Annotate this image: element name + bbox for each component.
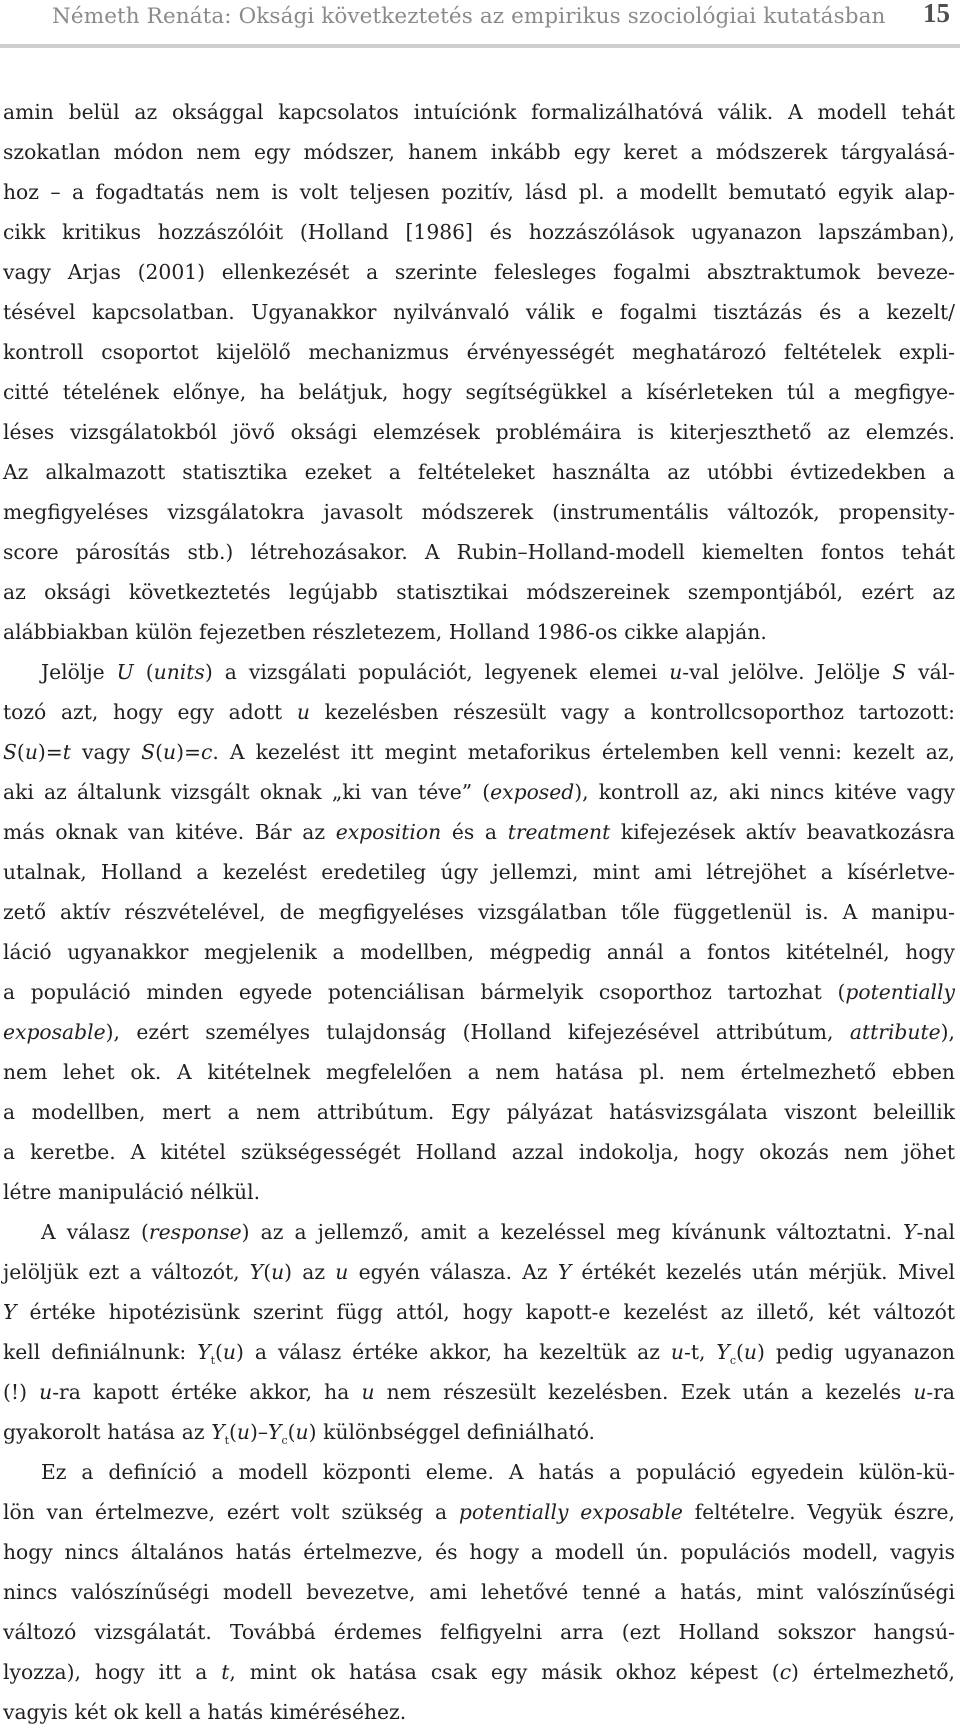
text-line: létre manipuláció nélkül. — [3, 1180, 261, 1204]
text-line: nincs valószínűségi modell bevezetve, ami lehetővé tenné a hatás, mint valószínűségi — [3, 1580, 955, 1604]
text-line: amin belül az oksággal kapcsolatos intuíciónk formalizálhatóvá válik. A modell tehát — [3, 100, 955, 124]
text-line: citté tételének előnye, ha belátjuk, hogy segítségükkel a kísérleteken túl a megfigye- — [3, 380, 955, 404]
text-line: a populáció minden egyede potenciálisan bármelyik csoporthoz tartozhat (potentially — [3, 980, 955, 1004]
text-line: szokatlan módon nem egy módszer, hanem inkább egy keret a módszerek tárgyalásá- — [3, 140, 955, 164]
text-line: jelöljük ezt a változót, Y(u) az u egyén válasza. Az Y értékét kezelés után mérjük. Mivel — [3, 1260, 956, 1284]
text-line: kontroll csoportot kijelölő mechanizmus érvényességét meghatározó feltételek expli- — [3, 340, 955, 364]
text-line: a keretbe. A kitétel szükségességét Holland azzal indokolja, hogy okozás nem jöhet — [3, 1140, 955, 1164]
text-line: tésével kapcsolatban. Ugyanakkor nyilvánvaló válik e fogalmi tisztázás és a kezelt/ — [3, 300, 955, 324]
text-line: nem lehet ok. A kitételnek megfelelően a nem hatása pl. nem értelmezhető ebben — [3, 1060, 955, 1084]
text-line: Jelölje U (units) a vizsgálati populációt, legyenek elemei u-val jelölve. Jelölje S vál- — [41, 660, 955, 684]
page-number: 15 — [923, 0, 950, 28]
text-line: láció ugyanakkor megjelenik a modellben, mégpedig annál a fontos kitételnél, hogy — [3, 940, 955, 964]
text-line: exposable), ezért személyes tulajdonság (Holland kifejezésével attribútum, attribute), — [3, 1020, 955, 1044]
text-line: lyozza), hogy itt a t, mint ok hatása csak egy másik okhoz képest (c) értelmezhető, — [3, 1660, 956, 1684]
text-line: score párosítás stb.) létrehozásakor. A Rubin–Holland-modell kiemelten fontos tehát — [3, 540, 955, 564]
text-line: hogy nincs általános hatás értelmezve, és hogy a modell ún. populációs modell, vagyis — [3, 1540, 955, 1564]
text-line: vagy Arjas (2001) ellenkezését a szerinte felesleges fogalmi absztraktumok beveze- — [3, 260, 955, 284]
text-line: hoz – a fogadtatás nem is volt teljesen pozitív, lásd pl. a modellt bemutató egyik alap- — [3, 180, 955, 204]
text-line: alábbiakban külön fejezetben részletezem, Holland 1986-os cikke alapján. — [3, 620, 767, 644]
text-line: zető aktív részvételével, de megfigyeléses vizsgálatban tőle függetlenül is. A manipu- — [3, 900, 955, 924]
text-line: megfigyeléses vizsgálatokra javasolt módszerek (instrumentális változók, propensity- — [3, 500, 955, 524]
text-line: aki az általunk vizsgált oknak „ki van téve” (exposed), kontroll az, aki nincs kitéve vagy — [3, 780, 955, 804]
text-line: S(u)=t vagy S(u)=c. A kezelést itt megint metaforikus értelemben kell venni: kezelt az, — [3, 740, 955, 764]
text-line: az oksági következtetés legújabb statisztikai módszereinek szempontjából, ezért az — [3, 580, 955, 604]
running-header — [0, 0, 960, 48]
text-line: léses vizsgálatokból jövő oksági elemzések problémáira is kiterjeszthető az elemzés. — [3, 420, 955, 444]
text-line: Y értéke hipotézisünk szerint függ attól, hogy kapott-e kezelést az illető, két változót — [3, 1300, 955, 1324]
running-title: Németh Renáta: Oksági következtetés az empirikus szociológiai kutatásban — [52, 4, 886, 29]
text-line: tozó azt, hogy egy adott u kezelésben részesült vagy a kontrollcsoporthoz tartozott: — [3, 700, 955, 724]
body-text — [3, 92, 955, 1732]
text-line: gyakorolt hatása az $Y_t(u)-Y_c(u)$ különbséggel definiálható. — [3, 1420, 596, 1447]
text-line: a modellben, mert a nem attribútum. Egy pályázat hatásvizsgálata viszont beleillik — [3, 1100, 955, 1124]
text-line: Ez a definíció a modell központi eleme. A hatás a populáció egyedein külön-kü- — [41, 1460, 955, 1484]
text-line: (!) u-ra kapott értéke akkor, ha u nem részesült kezelésben. Ezek után a kezelés u-ra — [3, 1380, 956, 1404]
text-line: cikk kritikus hozzászólóit (Holland [1986] és hozzászólások ugyanazon lapszámban), — [3, 220, 955, 244]
text-line: kell definiálnunk: $Y_t(u)$ a válasz értéke akkor, ha kezeltük az u-t, $Y_c(u)$ pedig ugyanazon — [3, 1340, 955, 1367]
text-line: más oknak van kitéve. Bár az exposition és a treatment kifejezések aktív beavatkozásra — [3, 820, 955, 844]
text-line: lön van értelmezve, ezért volt szükség a potentially exposable feltételre. Vegyük észre, — [3, 1500, 955, 1524]
text-line: vagyis két ok kell a hatás kiméréséhez. — [3, 1700, 407, 1724]
text-line: Az alkalmazott statisztika ezeket a feltételeket használta az utóbbi évtizedekben a — [3, 460, 955, 484]
text-line: A válasz (response) az a jellemző, amit a kezeléssel meg kívánunk változtatni. Y-nal — [41, 1220, 955, 1244]
text-line: utalnak, Holland a kezelést eredetileg úgy jellemzi, mint ami létrejöhet a kísérletve- — [3, 860, 955, 884]
text-line: változó vizsgálatát. Továbbá érdemes felfigyelni arra (ezt Holland sokszor hangsú- — [3, 1620, 955, 1644]
